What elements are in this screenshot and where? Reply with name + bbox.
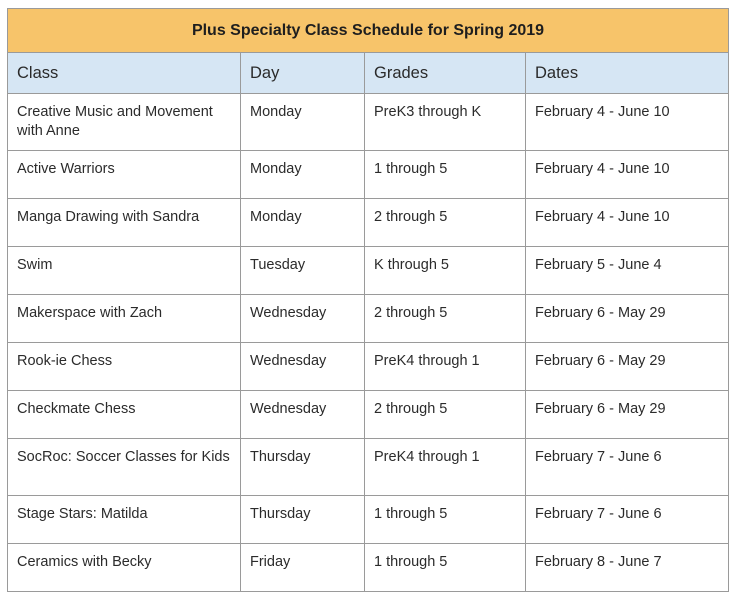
day-cell: Monday bbox=[241, 199, 365, 247]
dates-cell: February 8 - June 7 bbox=[526, 544, 729, 592]
class-cell: Active Warriors bbox=[8, 151, 241, 199]
class-cell: SocRoc: Soccer Classes for Kids bbox=[8, 439, 241, 496]
day-cell: Wednesday bbox=[241, 295, 365, 343]
class-cell: Ceramics with Becky bbox=[8, 544, 241, 592]
table-row bbox=[8, 391, 729, 439]
table-row bbox=[8, 343, 729, 391]
column-header-class: Class bbox=[8, 53, 241, 94]
class-cell: Checkmate Chess bbox=[8, 391, 241, 439]
grades-cell: 1 through 5 bbox=[365, 151, 526, 199]
dates-cell: February 6 - May 29 bbox=[526, 343, 729, 391]
grades-cell: PreK4 through 1 bbox=[365, 343, 526, 391]
grades-cell: 2 through 5 bbox=[365, 295, 526, 343]
day-cell: Thursday bbox=[241, 439, 365, 496]
table-row bbox=[8, 199, 729, 247]
class-cell: Makerspace with Zach bbox=[8, 295, 241, 343]
table-row bbox=[8, 247, 729, 295]
grades-cell: 1 through 5 bbox=[365, 496, 526, 544]
day-cell: Monday bbox=[241, 94, 365, 151]
table-title: Plus Specialty Class Schedule for Spring 2019 bbox=[8, 9, 729, 53]
grades-cell: 2 through 5 bbox=[365, 391, 526, 439]
grades-cell: K through 5 bbox=[365, 247, 526, 295]
table-row bbox=[8, 151, 729, 199]
schedule-table bbox=[7, 8, 729, 592]
dates-cell: February 4 - June 10 bbox=[526, 94, 729, 151]
dates-cell: February 4 - June 10 bbox=[526, 151, 729, 199]
table-row bbox=[8, 544, 729, 592]
day-cell: Wednesday bbox=[241, 343, 365, 391]
class-cell: Manga Drawing with Sandra bbox=[8, 199, 241, 247]
class-cell: Swim bbox=[8, 247, 241, 295]
table-row bbox=[8, 295, 729, 343]
class-cell: Rook-ie Chess bbox=[8, 343, 241, 391]
dates-cell: February 4 - June 10 bbox=[526, 199, 729, 247]
class-cell: Stage Stars: Matilda bbox=[8, 496, 241, 544]
dates-cell: February 7 - June 6 bbox=[526, 439, 729, 496]
grades-cell: 1 through 5 bbox=[365, 544, 526, 592]
grades-cell: PreK3 through K bbox=[365, 94, 526, 151]
table-row bbox=[8, 439, 729, 496]
column-header-day: Day bbox=[241, 53, 365, 94]
grades-cell: PreK4 through 1 bbox=[365, 439, 526, 496]
day-cell: Thursday bbox=[241, 496, 365, 544]
dates-cell: February 6 - May 29 bbox=[526, 295, 729, 343]
day-cell: Wednesday bbox=[241, 391, 365, 439]
dates-cell: February 6 - May 29 bbox=[526, 391, 729, 439]
column-header-dates: Dates bbox=[526, 53, 729, 94]
column-header-grades: Grades bbox=[365, 53, 526, 94]
dates-cell: February 7 - June 6 bbox=[526, 496, 729, 544]
grades-cell: 2 through 5 bbox=[365, 199, 526, 247]
table-row bbox=[8, 94, 729, 151]
class-cell: Creative Music and Movement with Anne bbox=[8, 94, 241, 151]
day-cell: Friday bbox=[241, 544, 365, 592]
day-cell: Tuesday bbox=[241, 247, 365, 295]
table-row bbox=[8, 496, 729, 544]
day-cell: Monday bbox=[241, 151, 365, 199]
dates-cell: February 5 - June 4 bbox=[526, 247, 729, 295]
schedule-container bbox=[7, 8, 728, 592]
